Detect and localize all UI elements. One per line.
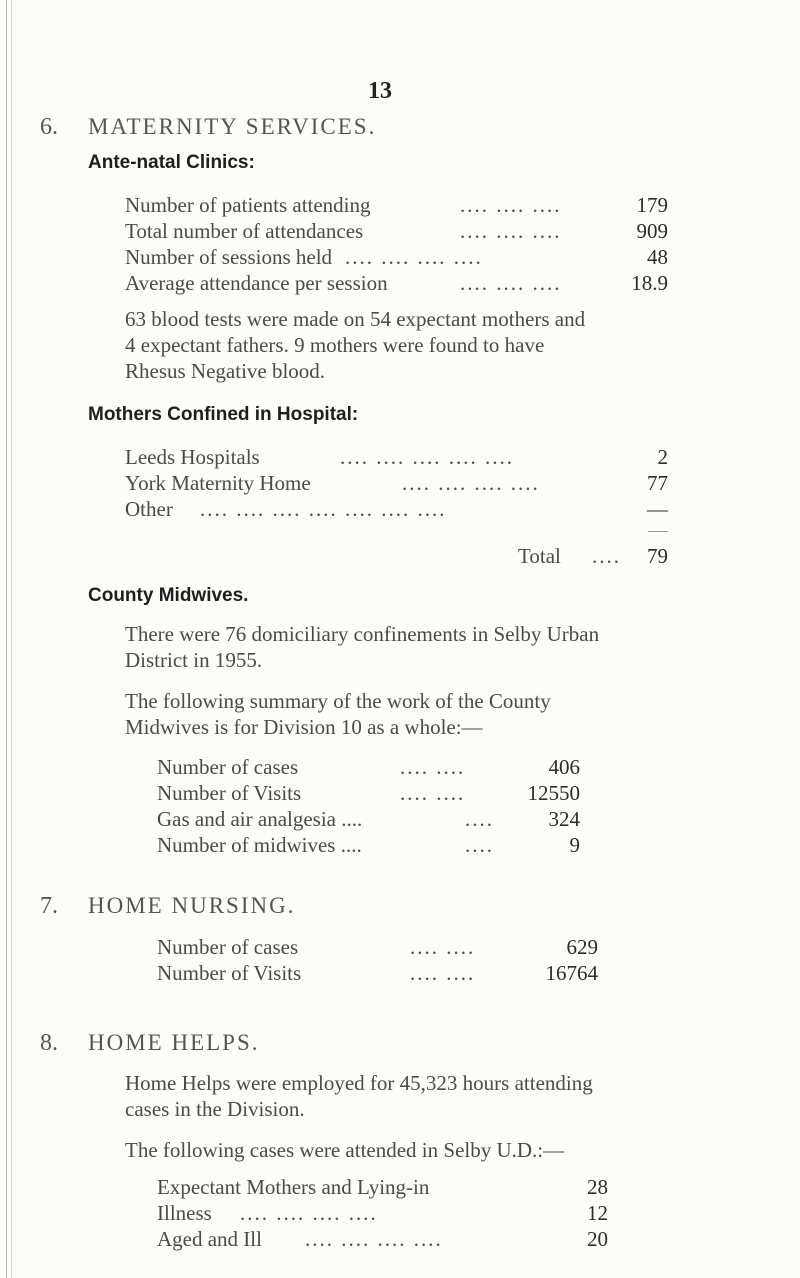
midwives-row-label: Number of cases — [157, 755, 299, 779]
leader-dots: .... .... — [400, 755, 466, 779]
home-helps-row-label: Expectant Mothers and Lying-in — [157, 1175, 430, 1199]
blood-tests-paragraph-line: 63 blood tests were made on 54 expectant mothers and — [125, 307, 586, 331]
leader-dots: .... .... .... .... — [345, 245, 483, 269]
binding-edge — [6, 0, 7, 1278]
blood-tests-paragraph-line: Rhesus Negative blood. — [125, 359, 326, 383]
midwives-paragraph-line: There were 76 domiciliary confinements in Selby Urban — [125, 622, 600, 646]
midwives-heading: County Midwives. — [88, 585, 249, 606]
home-nursing-row-label: Number of Visits — [157, 961, 302, 985]
total-rule — [648, 531, 668, 532]
total-value: 79 — [647, 544, 668, 568]
home-helps-row-value: 12 — [587, 1201, 608, 1225]
midwives-row-value: 324 — [548, 807, 580, 831]
midwives-row-label: Gas and air analgesia .... — [157, 807, 363, 831]
leader-dots: .... — [465, 833, 494, 857]
midwives-row-value: 12550 — [527, 781, 580, 805]
confined-row-label: York Maternity Home — [125, 471, 311, 495]
section-7-number: 7. — [40, 893, 58, 919]
leader-dots: .... .... .... — [460, 193, 562, 217]
antenatal-row-label: Total number of attendances — [125, 219, 364, 243]
antenatal-row-label: Average attendance per session — [125, 271, 388, 295]
section-7-title: HOME NURSING. — [88, 893, 296, 918]
midwives-row-value: 9 — [569, 833, 580, 857]
leader-dots: .... .... — [410, 935, 476, 959]
antenatal-row-value: 179 — [636, 193, 668, 217]
home-helps-paragraph-line: Home Helps were employed for 45,323 hours attending — [125, 1071, 593, 1095]
midwives-row-label: Number of Visits — [157, 781, 302, 805]
midwives-paragraph-line: District in 1955. — [125, 648, 263, 672]
home-helps-row-value: 20 — [587, 1227, 608, 1251]
leader-dots: .... — [592, 544, 621, 568]
home-helps-cases-intro: The following cases were attended in Selby U.D.:— — [125, 1138, 565, 1162]
confined-heading: Mothers Confined in Hospital: — [88, 404, 359, 425]
midwives-row-label: Number of midwives .... — [157, 833, 362, 857]
leader-dots: .... .... .... — [460, 271, 562, 295]
confined-row-value: — — [647, 497, 668, 521]
home-helps-row-label: Aged and Ill — [157, 1227, 262, 1251]
leader-dots: .... .... .... .... — [240, 1201, 378, 1225]
section-8-title: HOME HELPS. — [88, 1030, 260, 1055]
midwives-summary-line: Midwives is for Division 10 as a whole:— — [125, 715, 483, 739]
blood-tests-paragraph-line: 4 expectant fathers. 9 mothers were found to have — [125, 333, 545, 357]
antenatal-row-label: Number of sessions held — [125, 245, 333, 269]
home-nursing-row-value: 629 — [566, 935, 598, 959]
confined-row-value: 77 — [647, 471, 668, 495]
confined-row-label: Other — [125, 497, 173, 521]
binding-edge-inner — [11, 0, 12, 1278]
antenatal-row-label: Number of patients attending — [125, 193, 371, 217]
leader-dots: .... .... .... .... .... .... .... — [200, 497, 447, 521]
confined-row-label: Leeds Hospitals — [125, 445, 260, 469]
leader-dots: .... .... — [410, 961, 476, 985]
section-8-number: 8. — [40, 1030, 58, 1056]
home-nursing-row-value: 16764 — [545, 961, 598, 985]
leader-dots: .... — [465, 807, 494, 831]
leader-dots: .... .... — [400, 781, 466, 805]
section-6-title: MATERNITY SERVICES. — [88, 114, 377, 139]
home-nursing-row-label: Number of cases — [157, 935, 299, 959]
leader-dots: .... .... .... .... — [402, 471, 540, 495]
section-6-number: 6. — [40, 114, 58, 140]
leader-dots: .... .... .... .... .... — [340, 445, 514, 469]
leader-dots: .... .... .... — [460, 219, 562, 243]
page-number: 13 — [368, 78, 392, 104]
total-label: Total — [518, 544, 561, 568]
leader-dots: .... .... .... .... — [305, 1227, 443, 1251]
antenatal-row-value: 18.9 — [631, 271, 668, 295]
midwives-row-value: 406 — [548, 755, 580, 779]
antenatal-heading: Ante-natal Clinics: — [88, 152, 255, 173]
home-helps-row-value: 28 — [587, 1175, 608, 1199]
antenatal-row-value: 909 — [636, 219, 668, 243]
home-helps-paragraph-line: cases in the Division. — [125, 1097, 305, 1121]
antenatal-row-value: 48 — [647, 245, 668, 269]
confined-row-value: 2 — [657, 445, 668, 469]
home-helps-row-label: Illness — [157, 1201, 212, 1225]
midwives-summary-line: The following summary of the work of the County — [125, 689, 551, 713]
